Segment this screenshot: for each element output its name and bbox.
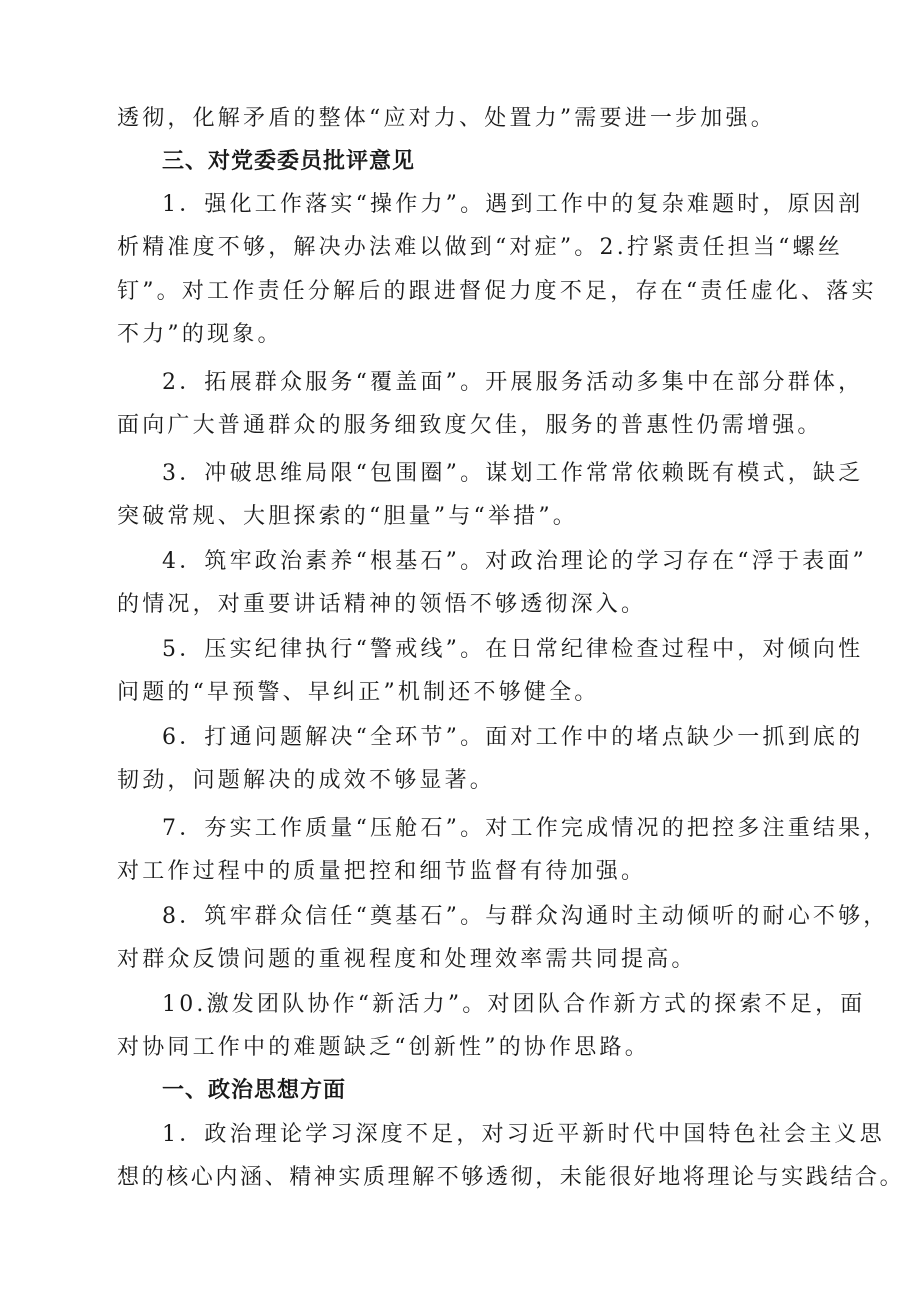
text-line: 透彻，化解矛盾的整体“应对力、处置力”需要进一步加强。 [117, 106, 776, 131]
text-line: 面向广大普通群众的服务细致度欠佳，服务的普惠性仍需增强。 [117, 413, 823, 438]
text-line: 1．政治理论学习深度不足，对习近平新时代中国特色社会主义思 [162, 1122, 885, 1147]
text-line: 7．夯实工作质量“压舱石”。对工作完成情况的把控多注重结果， [162, 816, 889, 841]
text-line: 想的核心内涵、精神实质理解不够透彻，未能很好地将理论与实践结合。 [117, 1165, 905, 1190]
text-line: 8．筑牢群众信任“奠基石”。与群众沟通时主动倾听的耐心不够， [162, 904, 889, 929]
text-line: 3．冲破思维局限“包围圈”。谋划工作常常依赖既有模式，缺乏 [162, 461, 864, 486]
text-line: 对群众反馈问题的重视程度和处理效率需共同提高。 [117, 947, 697, 972]
text-line: 析精准度不够，解决办法难以做到“对症”。2.拧紧责任担当“螺丝 [117, 235, 843, 260]
text-line: 问题的“早预警、早纠正”机制还不够健全。 [117, 680, 600, 705]
text-line: 6．打通问题解决“全环节”。面对工作中的堵点缺少一抓到底的 [162, 725, 864, 750]
text-line: 韧劲，问题解决的成效不够显著。 [117, 768, 496, 793]
text-line: 4．筑牢政治素养“根基石”。对政治理论的学习存在“浮于表面” [162, 549, 867, 574]
text-line: 钉”。对工作责任分解后的跟进督促力度不足，存在“责任虚化、落实 [117, 279, 877, 304]
section-heading: 一、政治思想方面 [162, 1078, 347, 1103]
section-heading: 三、对党委委员批评意见 [162, 149, 416, 174]
text-line: 不力”的现象。 [117, 322, 283, 347]
text-line: 1．强化工作落实“操作力”。遇到工作中的复杂难题时，原因剖 [162, 192, 864, 217]
text-line: 对工作过程中的质量把控和细节监督有待加强。 [117, 859, 647, 884]
text-line: 2．拓展群众服务“覆盖面”。开展服务活动多集中在部分群体， [162, 370, 864, 395]
text-line: 对协同工作中的难题缺乏“创新性”的协作思路。 [117, 1035, 650, 1060]
text-line: 5．压实纪律执行“警戒线”。在日常纪律检查过程中，对倾向性 [162, 637, 864, 662]
text-line: 的情况，对重要讲话精神的领悟不够透彻深入。 [117, 592, 647, 617]
text-line: 突破常规、大胆探索的“胆量”与“举措”。 [117, 504, 578, 529]
text-line: 10.激发团队协作“新活力”。对团队合作新方式的探索不足，面 [162, 992, 866, 1017]
